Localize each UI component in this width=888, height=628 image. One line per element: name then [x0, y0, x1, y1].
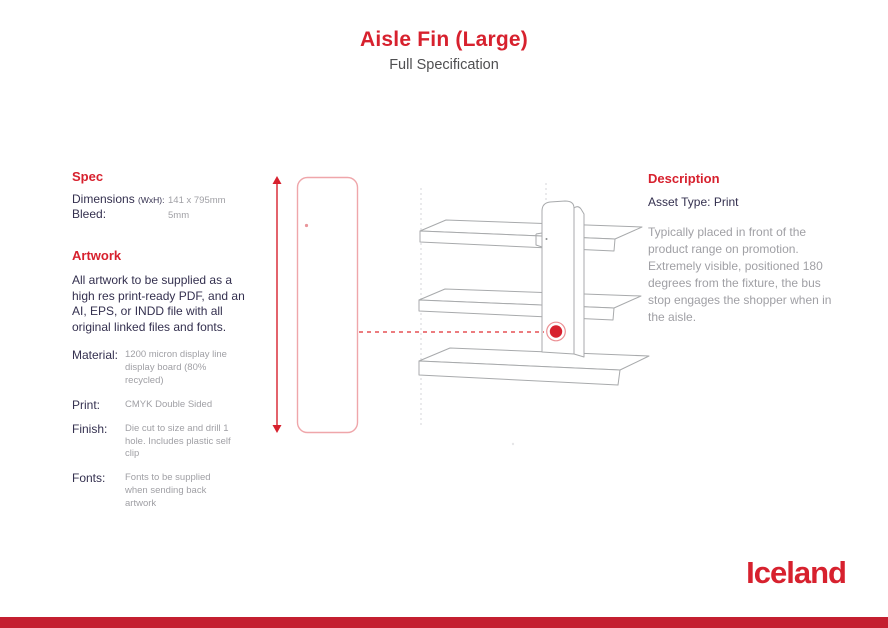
description-section	[648, 171, 838, 326]
print-label: Print:	[72, 397, 101, 412]
spec-row-bleed	[72, 208, 258, 222]
print-value: CMYK Double Sided	[125, 398, 213, 410]
placement-leader	[359, 322, 565, 341]
material-label: Material:	[72, 348, 119, 363]
artwork-heading: Artwork	[72, 248, 122, 263]
finish-label: Finish:	[72, 421, 108, 436]
asset-type: Asset Type: Print	[648, 195, 739, 209]
page-title: Aisle Fin (Large)	[360, 28, 528, 51]
page-header	[0, 28, 888, 73]
field-row-finish	[72, 422, 258, 461]
field-row-fonts	[72, 471, 258, 510]
height-measure-arrow-icon	[273, 176, 282, 433]
iceland-logo: Iceland	[746, 555, 846, 590]
dimensions-label-suffix: (WxH):	[138, 195, 165, 205]
placement-marker-dot	[550, 325, 562, 337]
field-row-material	[72, 348, 258, 387]
finish-value: Die cut to size and drill 1 hole. Includes plastic self clip	[125, 422, 231, 460]
aisle-fin-diagram	[260, 160, 660, 470]
artwork-fields	[72, 348, 258, 510]
drill-hole-dot	[305, 224, 308, 227]
artwork-section	[72, 248, 258, 521]
artwork-intro: All artwork to be supplied as a high res print-ready PDF, and an AI, EPS, or INDD file with all original linked files and fonts.	[72, 273, 245, 334]
dimensions-value: 141 x 795mm	[168, 195, 226, 206]
fin-outline	[298, 178, 358, 433]
junction-dot	[546, 238, 548, 240]
footer-red-bar	[0, 617, 888, 628]
spec-section	[72, 169, 258, 223]
bleed-label: Bleed:	[72, 206, 107, 221]
description-body: Typically placed in front of the product range on promotion. Extremely visible, positioned 180 degrees from the fixture, the bus stop engages the shopper when in the aisle.	[648, 225, 832, 325]
fonts-value: Fonts to be supplied when sending back artwork	[125, 472, 211, 509]
faint-mark	[512, 443, 514, 445]
spec-row-dimensions	[72, 193, 258, 207]
field-row-print	[72, 398, 258, 412]
description-heading: Description	[648, 171, 720, 186]
dimensions-label-text: Dimensions	[72, 192, 135, 206]
shelf-unit-sketch-icon	[419, 201, 649, 385]
page-subtitle: Full Specification	[389, 57, 499, 73]
material-value: 1200 micron display line display board (80% recycled)	[125, 349, 227, 386]
fonts-label: Fonts:	[72, 471, 106, 486]
spec-heading: Spec	[72, 169, 104, 184]
bleed-value: 5mm	[168, 209, 190, 221]
dimensions-label	[72, 193, 168, 207]
